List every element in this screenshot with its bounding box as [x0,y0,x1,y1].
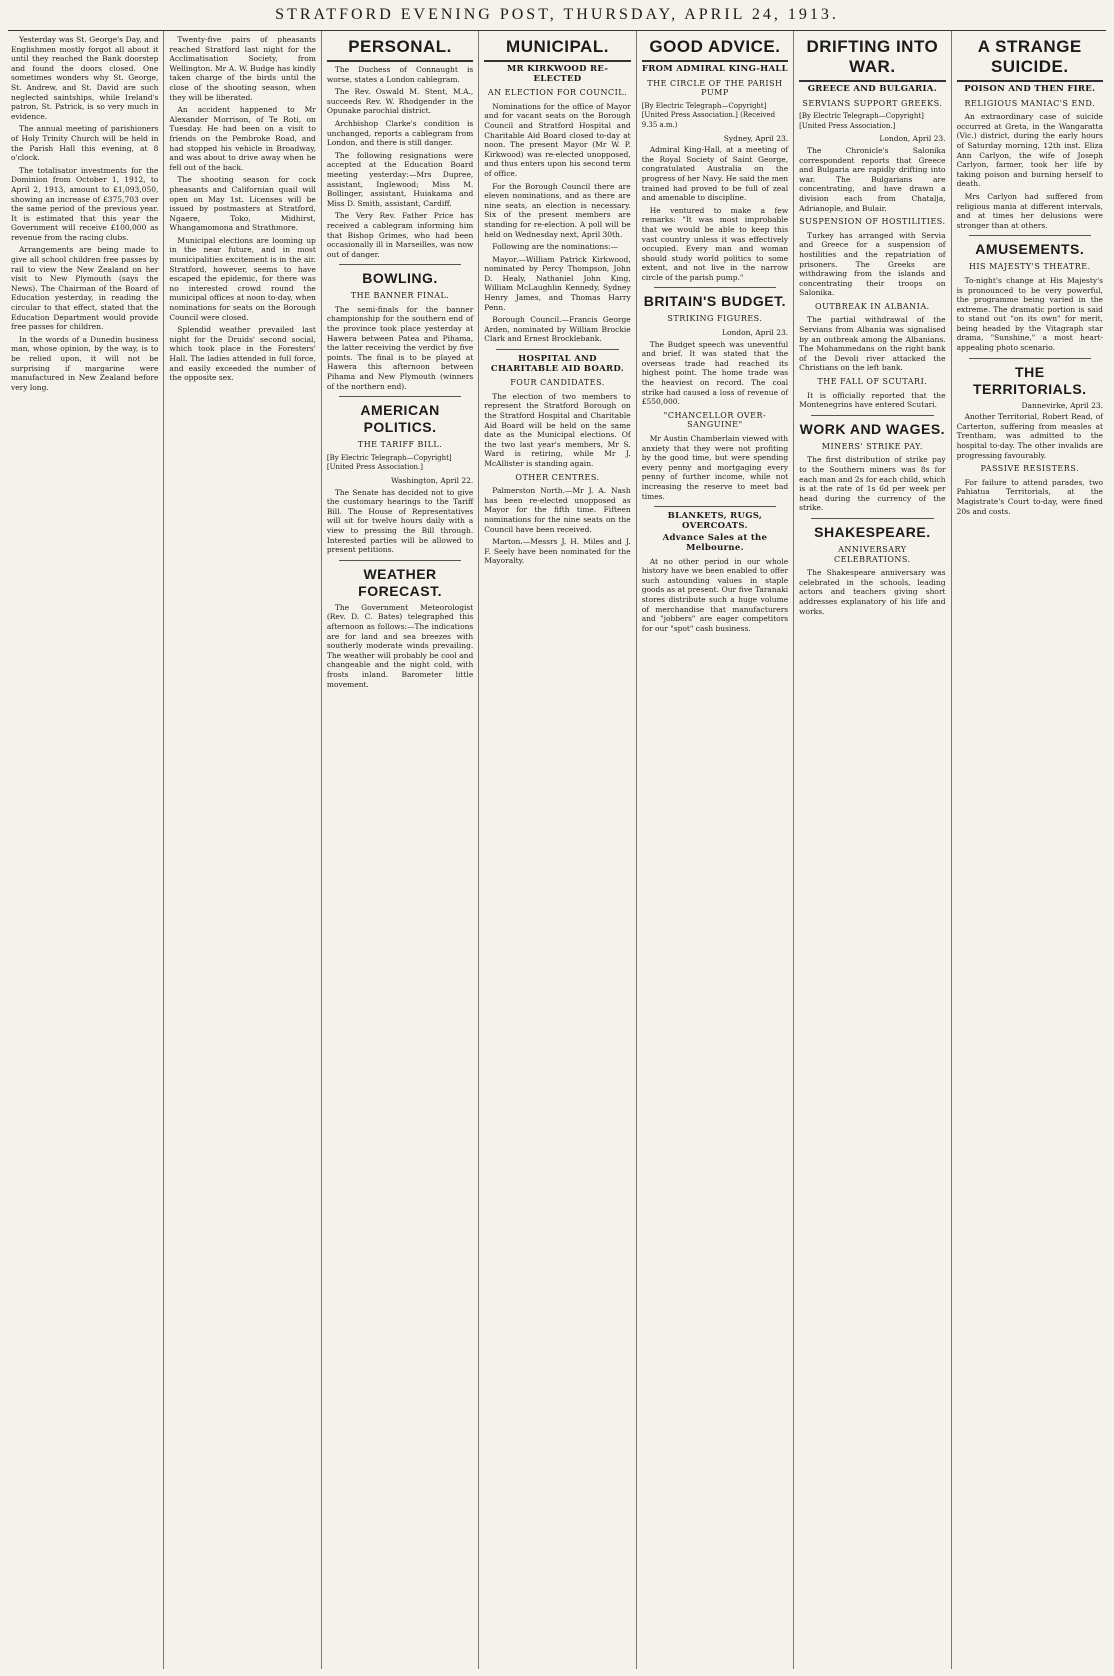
hospital-heading: HOSPITAL AND CHARITABLE AID BOARD. [490,354,625,374]
paragraph: Archbishop Clarke's condition is unchanged, reports a cablegram from London, and there is still danger. [326,118,474,148]
suicide-subheading: POISON AND THEN FIRE. [964,84,1096,94]
dateline: London, April 23. [721,328,789,338]
paragraph: Turkey has arranged with Servia and Greece for a suspension of hostilities and the repatriation of prisoners. The Greeks are withdrawing from the islands and concentrating their troops on Salonika. [799,230,946,298]
municipal-subheading-2: AN ELECTION FOR COUNCIL. [487,88,628,98]
dateline: London, April 23. [879,134,946,144]
paragraph: The Shakespeare anniversary was celebrated in the schools, leading actors and teachers giving short addresses explanatory of his life and works. [799,568,946,616]
paragraph: Admiral King-Hall, at a meeting of the Royal Society of Saint George, congratulated Australia on the progress of her Navy. He said the men trained had proved to be full of zeal and amenable to discipline. [641,145,789,203]
paragraph: Mr Austin Chamberlain viewed with anxiety that they were not profiting by the good time, but were spending every penny and mortgaging every penny of further income, while not increasing the reserve to meet bad times. [641,434,789,501]
dateline: Sydney, April 23. [723,133,789,143]
territorials-heading: THE TERRITORIALS. [972,363,1087,397]
dateline: Washington, April 22. [391,476,474,485]
paragraph: For the Borough Council there are eleven nominations, and as there are nine seats, an election is necessary. Six of the present members are standing for re-election. A poll will be held on Wednesday next, April 30th. [484,181,631,239]
column-6 [793,31,950,1669]
paragraph: Twenty-five pairs of pheasants reached Stratford last night for the Acclimatisation Society, from Wellington. Mr A. W. Budge has kindly taken charge of the birds until the close of the shooting season, when they will be liberated. [169,35,316,102]
war-heading: DRIFTING INTO WAR. [799,37,945,82]
column-4 [478,31,635,1669]
advice-heading: GOOD ADVICE. [642,37,788,62]
wire-credit: [By Electric Telegraph—Copyright] [United Press Association.] [799,112,924,130]
paragraph: The semi-finals for the banner championship for the southern end of the province took place yesterday at Hawera between Patea and Pihama, the latter receiving the verdict by five points. The final is to be played at Hawera this afternoon between Pihama and New Plymouth (winners of the northern end). [326,304,474,391]
paragraph: To-night's change at His Majesty's is pronounced to be very powerful, the programme being varied in the extreme. The dramatic portion is said to stand out "on its own" for merit, being headed by the Vitagraph star drama, "Sunshine," a most heart-appealing photo scenario. [956,275,1103,353]
bowling-heading: BOWLING. [362,270,438,287]
albania-heading: OUTBREAK IN ALBANIA. [815,301,930,311]
paragraph: An accident happened to Mr Alexander Morrison, of Te Roti, on Tuesday. He had been on a visit to friends on the Pembroke Road, and had stopped his vehicle in Broadway, and was about to drive away when he fell out of the back. [169,105,316,172]
divider [811,518,933,519]
paragraph: The totalisator investments for the Dominion from October 1, 1912, to April 2, 1913, amount to £1,093,050, showing an increase of £375,703 over the same period of the previous year. It is estimated that this year the Government will receive £100,000 as revenue from the racing clubs. [11,165,159,242]
budget-subheading: STRIKING FIGURES. [667,314,763,324]
paragraph: Mayor.—William Patrick Kirkwood, nominated by Percy Thompson, John D. Healy, Nathaniel John King, William McLaughlin Kennedy, Sydney Henry James, and Thomas Harry Penn. [484,254,631,312]
blankets-heading: BLANKETS, RUGS, OVERCOATS. [667,511,763,531]
column-3 [321,31,478,1669]
chancellor-heading: "CHANCELLOR OVER-SANGUINE" [663,410,767,430]
paragraph: The Government Meteorologist (Rev. D. C. Bates) telegraphed this afternoon as follows:—The indications are for land and sea breezes with southerly moderate winds prevailing. The weather will probably be cool and changeable and the night cold, with frosts inland. Barometer little movement. [326,602,474,689]
amusements-subheading: HIS MAJESTY'S THEATRE. [968,262,1091,272]
divider [969,235,1091,236]
weather-heading: WEATHER FORECAST. [358,565,442,599]
wire-credit: [By Electric Telegraph—Copyright] [United Press Association.] [326,453,452,472]
paragraph: Nominations for the office of Mayor and for vacant seats on the Borough Council and Stratford Hospital and Charitable Aid Board closed to-day at noon. The present Mayor (Mr W. P. Kirkwood) was re-elected unopposed, and thus enters upon his second term of office. [484,101,631,178]
paragraph: An extraordinary case of suicide occurred at Greta, in the Wangaratta (Vic.) district, during the early hours of Saturday morning, 12th inst. Eliza Ann Carlyon, the wife of Joseph Carlyon, farmer, took her life by taking poison and burning herself to death. [956,112,1103,189]
paragraph: For failure to attend parades, two Pahiatua Territorials, at the Magistrate's Court to-day, were fined 20s and costs. [956,477,1103,516]
budget-heading: BRITAIN'S BUDGET. [643,293,787,310]
paragraph: The first distribution of strike pay to the Southern miners was 8s for each man and 2s for each child, which is at the rate of 1s 6d per week per head during the currency of the strike. [799,455,946,513]
dateline: Dannevirke, April 23. [1021,400,1103,410]
paragraph: Marton.—Messrs J. H. Miles and J. F. Seely have been nominated for the Mayoralty. [484,537,631,566]
paragraph: He ventured to make a few remarks: "It was most improbable that we would be able to keep this vast country unless it was effectively occupied. Every man and woman should study world politics to some extent, and not live in the narrow circle of the parish pump." [641,205,789,282]
other-centres-heading: OTHER CENTRES. [515,472,600,482]
scutari-heading: THE FALL OF SCUTARI. [817,377,928,387]
hospital-subheading: FOUR CANDIDATES. [510,378,605,388]
column-7 [951,31,1108,1669]
divider [339,560,461,561]
work-subheading: MINERS' STRIKE PAY. [821,441,923,451]
paragraph: Municipal elections are looming up in the near future, and in most municipalities excitement is in the air. Stratford, however, seems to have escaped the epidemic, for there was no interested crowd round the municipal offices at noon to-day, when nominations for seats on the Borough Council were closed. [169,235,316,322]
paragraph: Another Territorial, Robert Read, of Carterton, suffering from measles at Trentham, was admitted to the hospital to-day. The other invalids are progressing favourably. [956,412,1103,460]
paragraph: The election of two members to represent the Stratford Borough on the Stratford Hospital and Charitable Aid Board will be held on the same date as the Municipal elections. Of the two last year's members, Mr S. Ward is retiring, while Mr J. McAllister is standing again. [484,391,631,468]
divider [339,264,461,265]
divider [339,396,461,397]
paragraph: Mrs Carlyon had suffered from religious mania at different intervals, and at times her delusions were stronger than at others. [956,191,1103,230]
war-subheading: GREECE AND BULGARIA. [807,84,937,94]
column-5 [636,31,793,1669]
paragraph: Palmerston North.—Mr J. A. Nash has been re-elected unopposed as Mayor for the fifth time. Fifteen nominations for the nine seats on the Council have been received. [484,486,631,534]
paragraph: Following are the nominations:— [492,242,619,252]
war-subheading-2: SERVIANS SUPPORT GREEKS. [802,98,943,108]
divider [969,358,1091,359]
paragraph: The Budget speech was uneventful and brief. It was stated that the overseas trade had reached its highest point. The home trade was the heaviest on record. The coal strike had caused a loss of revenue of £550,000. [641,339,789,407]
municipal-heading: MUNICIPAL. [484,37,630,62]
paragraph: The partial withdrawal of the Servians from Albania was signalised by an outbreak among the Albanians. The Mohammedans on the right bank of the Devoli river attacked the Christians on the left bank. [799,315,946,373]
amusements-heading: AMUSEMENTS. [975,241,1085,258]
divider [654,287,776,288]
columns [6,31,1108,1669]
paragraph: In the words of a Dunedin business man, whose opinion, by the way, is to be relied upon, it will not be surprising if margarine were manufactured in New Zealand before very long. [11,334,159,392]
paragraph: Splendid weather prevailed last night for the Druids' second social, which took place in the Foresters' Hall. The ladies attended in full force, and easily exceeded the number of the opposite sex. [169,325,316,383]
paragraph: The shooting season for cock pheasants and Californian quail will open on May 1st. Licenses will be issued by postmasters at Stratford, Ngaere, Toko, Midhirst, Whangamomona and Strathmore. [169,175,316,233]
hostilities-heading: SUSPENSION OF HOSTILITIES. [799,217,946,227]
advice-subheading-2: THE CIRCLE OF THE PARISH PUMP [647,78,783,98]
personal-heading: PERSONAL. [327,37,473,62]
blankets-subheading: Advance Sales at the Melbourne. [662,533,768,553]
paragraph: The Very Rev. Father Price has received a cablegram informing him that Bishop Grimes, who had been occasionally ill in Marseilles, was now out of danger. [326,211,474,259]
divider [654,506,776,507]
suicide-subheading-2: RELIGIOUS MANIAC'S END. [964,98,1096,108]
paragraph: Yesterday was St. George's Day, and Englishmen mostly forgot all about it until they reached the Bank doorstep and found the doors closed. One sometimes wonders why St. George, St. Andrew, and St. David are such neglected saintships, while Ireland's patron, St. Patrick, is so very much in evidence. [11,35,159,121]
column-2 [163,31,320,1669]
wire-credit: [By Electric Telegraph—Copyright] [United Press Association.] (Received 9.35 a.m.) [641,101,776,129]
bowling-subheading: THE BANNER FINAL. [350,291,450,301]
paragraph: Arrangements are being made to give all school children free passes by rail to view the New Zealand on her visit to New Plymouth (says the News). The Chairman of the Board of Education yesterday, in reading the circular to that effect, stated that the Education Department would provide free passes for children. [11,245,159,332]
paragraph: Borough Council.—Francis George Arden, nominated by William Brockie Clark and Ernest Brocklebank. [484,315,631,344]
shakespeare-subheading: ANNIVERSARY CELEBRATIONS. [834,544,911,564]
work-heading: WORK AND WAGES. [799,420,946,437]
paragraph: The annual meeting of parishioners of Holy Trinity Church will be held in the Parish Hall this evening, at 8 o'clock. [11,124,159,163]
advice-subheading: FROM ADMIRAL KING-HALL [641,64,788,74]
divider [496,349,618,350]
shakespeare-heading: SHAKESPEARE. [814,523,931,540]
politics-heading: AMERICAN POLITICS. [360,402,440,436]
masthead: STRATFORD EVENING POST, THURSDAY, APRIL 24, 1913. [8,0,1106,31]
paragraph: It is officially reported that the Montenegrins have entered Scutari. [799,390,946,410]
politics-subheading: THE TARIFF BILL. [357,440,443,450]
column-1 [6,31,163,1669]
suicide-heading: A STRANGE SUICIDE. [957,37,1103,82]
paragraph: The Rev. Oswald M. Stent, M.A., succeeds Rev. W. Rhodgender in the Opunake parochial district. [326,87,474,116]
paragraph: At no other period in our whole history have we been enabled to offer such astounding values in staple goods as at present. Our five Taranaki stores distribute such a huge volume of merchandise that manufacturers and "jobbers" are eager competitors for our "spot" cash business. [641,556,789,633]
paragraph: The following resignations were accepted at the Education Board meeting yesterday:—Mrs Dupree, assistant, Inglewood; Miss M. Bollinger, assistant, Huiakama and Miss D. Smith, assistant, Cardiff. [326,150,474,208]
resisters-heading: PASSIVE RESISTERS. [980,464,1080,474]
paragraph: The Chronicle's Salonika correspondent reports that Greece and Bulgaria are rapidly drifting into war. The Bulgarians are concentrating, and have drawn a division each from Chatalja, Adrianople, and Bulair. [799,145,946,213]
paragraph: The Senate has decided not to give the customary hearings to the Tariff Bill. The House of Representatives will sit for twelve hours daily with a view to pressing the Bill through. Interested parties will be allowed to present petitions. [326,487,474,555]
paragraph: The Duchess of Connaught is worse, states a London cablegram. [326,65,474,84]
divider [811,415,933,416]
municipal-subheading: MR KIRKWOOD RE-ELECTED [506,64,609,84]
